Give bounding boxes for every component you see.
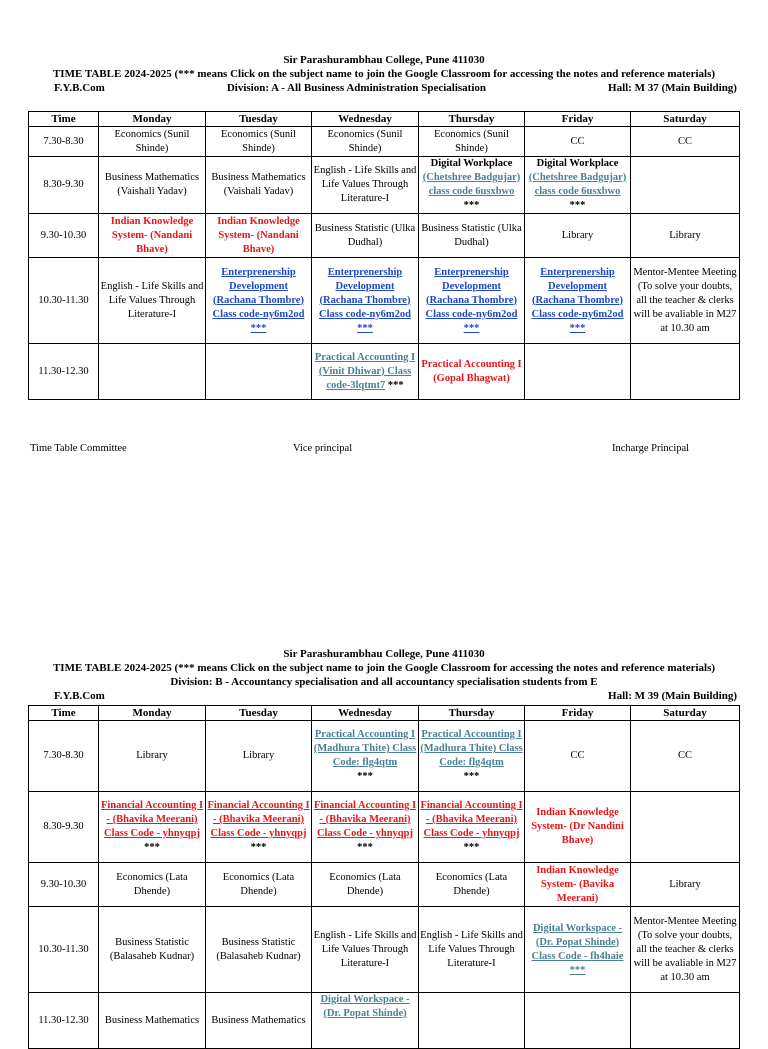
classroom-marker: *** [385,379,404,391]
cell: Business Mathematics (Vaishali Yadav) [99,157,206,214]
cell [631,993,740,1049]
cell: CC [631,127,740,157]
cell: Economics (Lata Dhende) [312,863,419,907]
cell: CC [525,721,631,792]
header-monday: Monday [99,706,206,721]
cell [419,258,525,344]
cell: Business Mathematics (Vaishali Yadav) [206,157,312,214]
header-wednesday: Wednesday [312,706,419,721]
cell [525,157,631,214]
cell: Economics (Lata Dhende) [419,863,525,907]
classroom-marker: *** [463,322,480,334]
cell: CC [631,721,740,792]
footer-vice-principal: Vice principal [293,443,353,454]
division-name: Division: B - Accountancy specialisation and all accountancy specialisation students from E [170,676,598,688]
cell [631,157,740,214]
timetable-division-a [0,53,768,95]
cell [631,344,740,400]
division-name: Division: A - All Business Administration Specialisation [226,82,487,94]
classroom-link[interactable]: Digital Workspace - (Dr. Popat Shinde) Class Code - fh4haie [531,922,624,962]
classroom-link[interactable]: Digital Workspace - (Dr. Popat Shinde) [320,994,410,1019]
classroom-link[interactable]: Enterprenership Development (Rachana Thombre) Class code-ny6m2od [212,266,305,320]
subject-title: Digital Workplace [430,158,513,169]
cell: Practical Accounting I (Gopal Bhagwat) [419,344,525,400]
time-cell: 8.30-9.30 [29,792,99,863]
time-cell: 7.30-8.30 [29,127,99,157]
header-row [29,706,740,721]
header-friday: Friday [525,112,631,127]
classroom-marker: *** [357,322,373,334]
cell: Library [99,721,206,792]
time-cell: 10.30-11.30 [29,907,99,993]
table-row [29,907,740,993]
cell [206,344,312,400]
timetable-grid-b [28,705,740,1049]
cell: English - Life Skills and Life Values Through Literature-I [419,907,525,993]
time-cell: 9.30-10.30 [29,214,99,258]
hall-name: Hall: M 39 (Main Building) [608,690,737,702]
cell [525,344,631,400]
cell: Library [206,721,312,792]
cell: Economics (Sunil Shinde) [206,127,312,157]
cell [419,721,525,792]
classroom-marker: *** [569,322,586,334]
cell: Business Statistic (Ulka Dudhal) [312,214,419,258]
classroom-link[interactable]: Financial Accounting I - (Bhavika Meerani) Class Code - yhnyqpj [100,800,204,839]
header-row [29,112,740,127]
table-row [29,214,740,258]
header-thursday: Thursday [419,706,525,721]
cell: Economics (Lata Dhende) [206,863,312,907]
header-tuesday: Tuesday [206,112,312,127]
header-saturday: Saturday [631,706,740,721]
cell: Mentor-Mentee Meeting (To solve your doubts, all the teacher & clerks will be avaliable in M27 at 10.30 am [631,907,740,993]
header-thursday: Thursday [419,112,525,127]
cell [419,792,525,863]
table-row [29,157,740,214]
cell [525,907,631,993]
classroom-link[interactable]: (Chetshree Badgujar) class code 6usxbwo [528,172,627,197]
table-row [29,344,740,400]
college-title: Sir Parashurambhau College, Pune 411030 [283,54,485,66]
cell [312,792,419,863]
cell [525,258,631,344]
time-cell: 11.30-12.30 [29,344,99,400]
cell: English - Life Skills and Life Values Through Literature-I [312,907,419,993]
division-header-row [0,81,768,95]
classroom-marker: *** [463,771,480,782]
cell: Business Statistic (Balasaheb Kudnar) [99,907,206,993]
classroom-link[interactable]: Enterprenership Development (Rachana Thombre) Class code-ny6m2od [425,266,518,320]
cell [419,157,525,214]
table-row [29,127,740,157]
cell: English - Life Skills and Life Values Through Literature-I [312,157,419,214]
cell: Indian Knowledge System- (Nandani Bhave) [206,214,312,258]
time-cell: 11.30-12.30 [29,993,99,1049]
cell: Business Statistic (Balasaheb Kudnar) [206,907,312,993]
classroom-marker: *** [463,200,480,211]
cell [206,792,312,863]
time-cell: 7.30-8.30 [29,721,99,792]
cell: Economics (Sunil Shinde) [312,127,419,157]
class-hall-row [0,689,768,703]
cell [312,993,419,1049]
time-cell: 9.30-10.30 [29,863,99,907]
cell: CC [525,127,631,157]
cell: Business Mathematics [99,993,206,1049]
cell [631,792,740,863]
timetable-title: TIME TABLE 2024-2025 (*** means Click on the subject name to join the Google Classroom for accessing the notes and reference materials) [52,662,716,674]
cell: Library [631,214,740,258]
cell: Business Mathematics [206,993,312,1049]
cell: Business Statistic (Ulka Dudhal) [419,214,525,258]
header-tuesday: Tuesday [206,706,312,721]
college-title: Sir Parashurambhau College, Pune 411030 [283,648,485,660]
class-name: F.Y.B.Com [54,690,105,702]
timetable-division-b [0,647,768,703]
table-row [29,993,740,1049]
classroom-marker: *** [250,322,267,334]
classroom-link[interactable]: Financial Accounting I - (Bhavika Meerani) Class Code - yhnyqpj [313,800,417,839]
classroom-link[interactable]: Practical Accounting I (Madhura Thite) Class Code: flg4qtm [420,729,523,768]
time-cell: 10.30-11.30 [29,258,99,344]
classroom-link[interactable]: Practical Accounting I (Vinit Dhiwar) Class code-3lqtmt7 [314,351,416,391]
classroom-marker: *** [357,771,373,782]
cell [206,258,312,344]
cell: Mentor-Mentee Meeting (To solve your doubts, all the teacher & clerks will be avaliable in M27 at 10.30 am [631,258,740,344]
cell [312,258,419,344]
classroom-marker: *** [569,964,586,976]
class-name: F.Y.B.Com [54,82,105,94]
cell [99,792,206,863]
classroom-link[interactable]: Enterprenership Development (Rachana Thombre) Class code-ny6m2od [531,266,624,320]
header-time: Time [29,706,99,721]
header-friday: Friday [525,706,631,721]
cell [525,993,631,1049]
subject-title: Digital Workplace [536,158,619,169]
header-time: Time [29,112,99,127]
cell: Library [631,863,740,907]
classroom-marker: *** [569,200,586,211]
footer-committee: Time Table Committee [30,443,127,454]
cell [419,993,525,1049]
table-row [29,863,740,907]
table-row [29,258,740,344]
classroom-marker: *** [463,842,480,853]
table-row [29,721,740,792]
cell [99,344,206,400]
cell: Economics (Lata Dhende) [99,863,206,907]
header-wednesday: Wednesday [312,112,419,127]
classroom-link[interactable]: Practical Accounting I (Madhura Thite) Class Code: flg4qtm [313,729,417,768]
classroom-marker: *** [250,842,267,853]
cell: Indian Knowledge System- (Dr Nandini Bhave) [525,792,631,863]
classroom-link[interactable]: Financial Accounting I - (Bhavika Meerani) Class Code - yhnyqpj [207,800,310,839]
classroom-link[interactable]: Financial Accounting I - (Bhavika Meerani) Class Code - yhnyqpj [420,800,523,839]
cell: Economics (Sunil Shinde) [99,127,206,157]
classroom-link[interactable]: (Chetshree Badgujar) class code 6usxbwo [422,172,521,197]
cell: Economics (Sunil Shinde) [419,127,525,157]
header-saturday: Saturday [631,112,740,127]
header-monday: Monday [99,112,206,127]
timetable-grid-a [28,111,740,400]
cell: Library [525,214,631,258]
table-row [29,792,740,863]
cell: Indian Knowledge System- (Nandani Bhave) [99,214,206,258]
classroom-marker: *** [357,842,373,853]
cell [312,344,419,400]
classroom-marker: *** [144,842,160,853]
timetable-title: TIME TABLE 2024-2025 (*** means Click on the subject name to join the Google Classroom for accessing the notes and reference materials) [52,68,716,80]
cell [312,721,419,792]
cell: Indian Knowledge System- (Bavika Meerani) [525,863,631,907]
time-cell: 8.30-9.30 [29,157,99,214]
hall-name: Hall: M 37 (Main Building) [608,82,737,94]
footer-principal: Incharge Principal [612,443,690,454]
cell: English - Life Skills and Life Values Through Literature-I [99,258,206,344]
classroom-link[interactable]: Enterprenership Development (Rachana Thombre) Class code-ny6m2od [319,266,411,320]
